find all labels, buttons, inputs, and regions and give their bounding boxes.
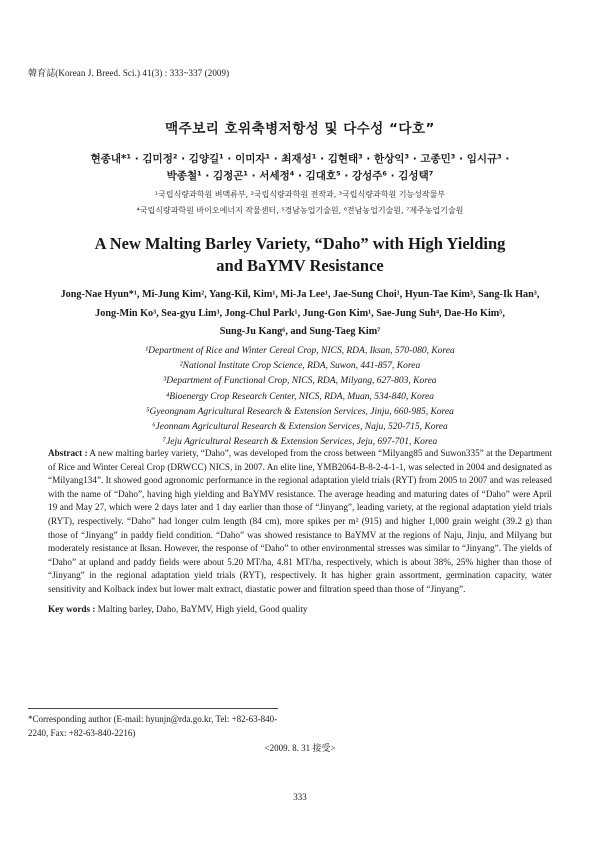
affiliation-3: ³Department of Functional Crop, NICS, RDA, Milyang, 627-803, Korea — [163, 376, 437, 387]
english-title-line-1: A New Malting Barley Variety, “Daho” with High Yielding — [94, 234, 506, 253]
english-authors-line-1: Jong-Nae Hyun*¹, Mi-Jung Kim², Yang-Kil, Kim¹, Mi-Ja Lee¹, Jae-Sung Choi¹, Hyun-Tae Kim³, Sang-Ik Han³, — [60, 289, 540, 300]
received-date: <2009. 8. 31 接受> — [264, 743, 336, 753]
korean-affiliations-line-1: ¹국립식량과학원 벼맥류부, ²국립식량과학원 전작과, ³국립식량과학원 기능성작물부 — [154, 190, 446, 199]
abstract-text: A new malting barley variety, “Daho”, was developed from the cross between “Milyang85 and Suwon335” at the Department of Rice and Winter Cereal Crop (DRWCC) NICS, in 2007. An elite line, YMB2064-B-8-2-4-1-1, was selected in 2004 and designated as “Milyang134”. It showed good agronomic performance in the regional adaptation yield trials (RYT) from 2005 to 2007 and was released with the name of “Daho”, having high yielding and BaYMV resistance. The average heading and maturing dates of “Daho” were April 19 and May 27, which were 2 days later and 1 day earlier than those of “Jinyang”, leading variety, at the regional adaptation yield trials (RYT), respectively. “Daho” had longer culm length (84 cm), more spikes per m² (915) and higher 1,000 grain weight (39.2 g) than those of “Jinyang” in paddy field condition. “Daho” was showed resistance to BaYMV at the regions of Naju, Jinju, and Milyang but moderately resistance at Iksan. However, the response of “Daho” to other environmental stresses was similar to “Jinyang”. The yields of “Daho” at upland and paddy fields were about 5.20 MT/ha, 4.81 MT/ha, respectively, which is about 38%, 25% higher than those of “Jinyang” in the regional adaptation yield trials (RYT), respectively. It has higher grain assortment, germination capacity, water sensitivity and Kolback index but lower malt extract, diastatic power and filtration speed than those of “Jinyang”. — [48, 448, 553, 594]
affiliation-6: ⁶Jeonnam Agricultural Research & Extension Services, Naju, 520-715, Korea — [152, 421, 448, 432]
korean-authors-line-2: 박종철¹ · 김정곤¹ · 서세정⁴ · 김대호⁵ · 강성주⁶ · 김성택⁷ — [166, 170, 434, 182]
english-title — [40, 233, 560, 277]
keywords-label: Key words : — [48, 604, 96, 614]
korean-affiliations-line-2: ⁴국립식량과학원 바이오에너지 작물센터, ⁵경남농업기술원, ⁶전남농업기술원, ⁷제주농업기술원 — [136, 206, 464, 215]
english-title-line-2: and BaYMV Resistance — [216, 256, 384, 275]
affiliation-7: ⁷Jeju Agricultural Research & Extension Services, Jeju, 697-701, Korea — [162, 437, 438, 448]
footnote-divider — [28, 708, 278, 709]
affiliation-4: ⁴Bioenergy Crop Research Center, NICS, RDA, Muan, 534-840, Korea — [165, 391, 435, 402]
english-authors-line-2: Jong-Min Ko³, Sea-gyu Lim³, Jong-Chul Park¹, Jung-Gon Kim¹, Sae-Jung Suh⁴, Dae-Ho Kim⁵, — [95, 308, 505, 319]
page-number: 333 — [293, 792, 307, 802]
abstract — [48, 447, 552, 597]
korean-title: 맥주보리 호위축병저항성 및 다수성 “다호” — [165, 121, 435, 137]
english-authors-line-3: Sung-Ju Kang⁶, and Sung-Taeg Kim⁷ — [219, 326, 381, 337]
affiliation-1: ¹Department of Rice and Winter Cereal Crop, NICS, RDA, Iksan, 570-080, Korea — [145, 346, 455, 356]
journal-header: 韓育誌(Korean J. Breed. Sci.) 41(3) : 333~337 (2009) — [28, 68, 230, 78]
abstract-label: Abstract : — [48, 448, 88, 458]
keywords — [48, 604, 552, 614]
english-affiliations — [40, 344, 560, 450]
affiliation-5: ⁵Gyeongnam Agricultural Research & Extension Services, Jinju, 660-985, Korea — [146, 406, 454, 417]
korean-authors-line-1: 현종내*¹ · 김미정² · 김양길¹ · 이미자¹ · 최재성¹ · 김현태³ · 한상익³ · 고종민³ · 임시규³ · — [90, 153, 510, 165]
corresponding-author-footnote: *Corresponding author (E-mail: hyunjn@rda.go.kr, Tel: +82-63-840-2240, Fax: +82-63-840-2216) — [28, 714, 278, 738]
affiliation-2: ²National Institute Crop Science, RDA, Suwon, 441-857, Korea — [179, 361, 421, 372]
keywords-text: Malting barley, Daho, BaYMV, High yield, Good quality — [97, 604, 308, 614]
